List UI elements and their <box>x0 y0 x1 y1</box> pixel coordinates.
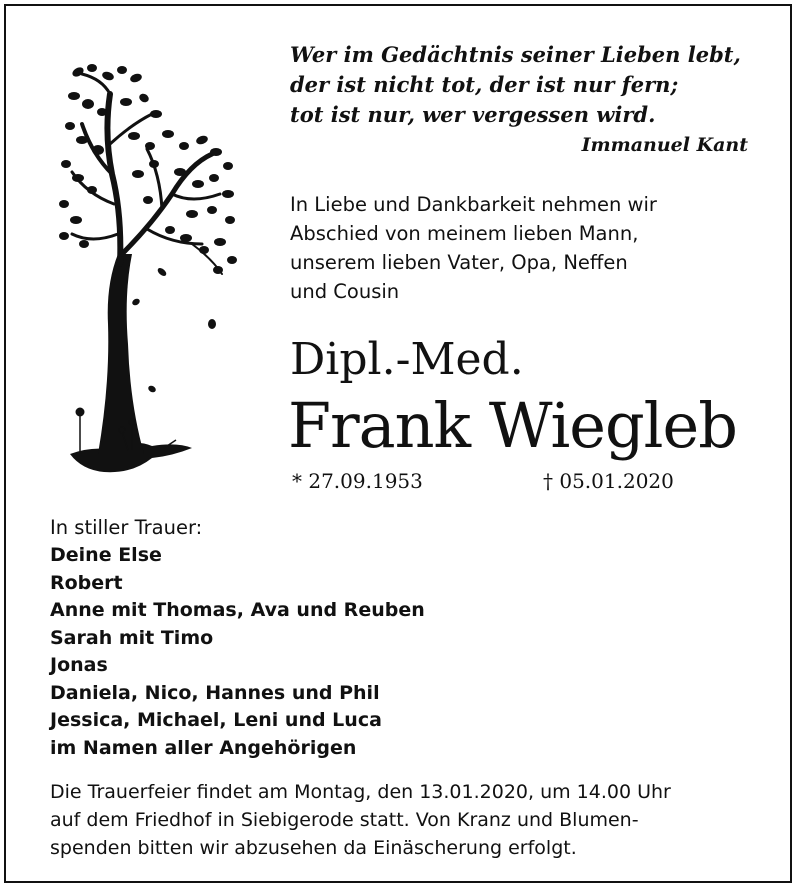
deceased-title: Dipl.-Med. <box>290 334 524 385</box>
death-date: † 05.01.2020 <box>543 469 674 493</box>
intro-line: In Liebe und Dankbarkeit nehmen wir <box>290 193 657 216</box>
mourner-name: im Namen aller Angehörigen <box>50 736 357 759</box>
deceased-name: Frank Wiegleb <box>288 389 737 462</box>
intro-text <box>290 190 730 306</box>
mourner-name: Anne mit Thomas, Ava und Reuben <box>50 599 425 621</box>
intro-line: Abschied von meinem lieben Mann, <box>290 222 639 245</box>
ceremony-info <box>50 778 750 862</box>
tree-icon <box>52 54 242 484</box>
mourner-name: Robert <box>50 571 123 594</box>
ceremony-line: auf dem Friedhof in Siebigerode statt. Von Kranz und Blumen- <box>50 809 639 831</box>
quote <box>290 40 770 130</box>
quote-line: Wer im Gedächtnis seiner Lieben lebt, <box>290 42 741 67</box>
ceremony-line: Die Trauerfeier findet am Montag, den 13.01.2020, um 14.00 Uhr <box>50 781 671 803</box>
mourners-list <box>50 542 425 762</box>
mourner-name: Jessica, Michael, Leni und Luca <box>50 709 382 731</box>
intro-line: unserem lieben Vater, Opa, Neffen <box>290 251 628 274</box>
quote-author: Immanuel Kant <box>581 134 748 156</box>
birth-date: * 27.09.1953 <box>292 469 423 493</box>
quote-line: der ist nicht tot, der ist nur fern; <box>290 72 679 97</box>
mourner-name: Jonas <box>50 654 108 676</box>
mourner-name: Daniela, Nico, Hannes und Phil <box>50 681 380 704</box>
quote-line: tot ist nur, wer vergessen wird. <box>290 102 656 127</box>
mourner-name: Deine Else <box>50 544 162 566</box>
mourners-label: In stiller Trauer: <box>50 516 203 539</box>
obituary-notice <box>4 4 792 883</box>
intro-line: und Cousin <box>290 280 400 303</box>
ceremony-line: spenden bitten wir abzusehen da Einäscherung erfolgt. <box>50 837 577 859</box>
mourner-name: Sarah mit Timo <box>50 626 214 649</box>
